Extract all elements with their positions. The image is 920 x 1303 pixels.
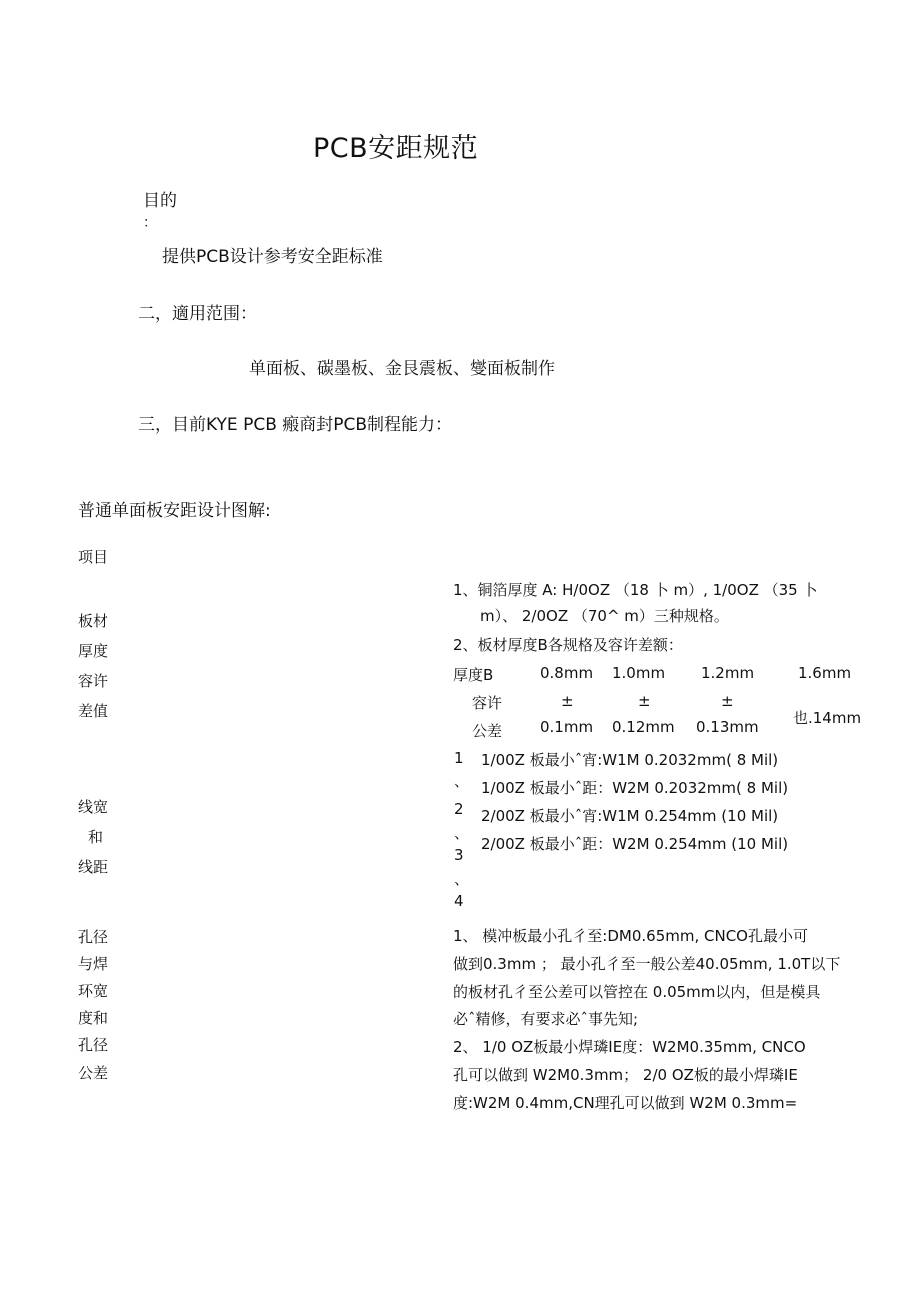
line-number: 4 — [454, 892, 464, 910]
hole-spec-line: 的板材孔彳至公差可以管控在 0.05mm以内，但是模具 — [453, 983, 821, 1001]
line-number: 1 — [454, 749, 464, 767]
row-board-label-3: 容许 — [78, 672, 109, 690]
line-spec-item: 2/00Z 板最小ˆ距：W2M 0.254mm (10 Mil) — [481, 835, 789, 853]
hole-spec-line: 度:W2M 0.4mm,CN理孔可以做到 W2M 0.3mm= — [453, 1094, 798, 1112]
scope-heading: 二，適用范围： — [138, 304, 257, 324]
tolerance-value: 0.13mm — [696, 718, 759, 736]
row-hole-label-3: 环宽 — [78, 982, 109, 1000]
thickness-value: 1.0mm — [612, 664, 666, 682]
tolerance-sign: ± — [561, 692, 574, 710]
tolerance-sign: ± — [638, 692, 651, 710]
hole-spec-line: 1、 模冲板最小孔彳至:DM0.65mm, CNCO孔最小可 — [453, 927, 808, 945]
row-hole-label-1: 孔径 — [78, 928, 109, 946]
thickness-value: 1.6mm — [798, 664, 852, 682]
tolerance-sign: ± — [721, 692, 734, 710]
line-number-separator: 、 — [454, 824, 470, 842]
purpose-text: 提供PCB设计参考安全距标准 — [162, 247, 383, 267]
purpose-colon: ： — [143, 215, 157, 231]
row-board-label-4: 差值 — [78, 702, 109, 720]
line-spec-item: 2/00Z 板最小ˆ宵:W1M 0.254mm (10 Mil) — [481, 807, 779, 825]
line-spec-item: 1/00Z 板最小ˆ距：W2M 0.2032mm( 8 Mil) — [481, 779, 789, 797]
row-board-label-2: 厚度 — [78, 642, 109, 660]
copper-thickness-line-1: 1、铜箔厚度 A: H/0OZ （18 卜 m）, 1/0OZ （35 卜 — [453, 581, 818, 599]
line-number-separator: 、 — [454, 772, 470, 790]
line-number: 2 — [454, 800, 464, 818]
thickness-value: 1.2mm — [701, 664, 755, 682]
tolerance-label-1: 容许 — [472, 694, 503, 712]
row-hole-label-5: 孔径 — [78, 1036, 109, 1054]
copper-thickness-line-2: m）、 2/0OZ （70^ m）三种规格。 — [480, 607, 729, 625]
hole-spec-line: 2、 1/0 OZ板最小焊璘IE度：W2M0.35mm, CNCO — [453, 1038, 806, 1056]
tolerance-value-last: 也.14mm — [793, 709, 862, 727]
thickness-value: 0.8mm — [540, 664, 594, 682]
line-spec-item: 1/00Z 板最小ˆ宵:W1M 0.2032mm( 8 Mil) — [481, 751, 779, 769]
diagram-heading: 普通单面板安距设计图解: — [78, 501, 271, 521]
line-number: 3 — [454, 846, 464, 864]
row-line-label-3: 线距 — [78, 858, 109, 876]
line-number-separator: 、 — [454, 870, 470, 888]
row-line-label-2: 和 — [88, 828, 104, 846]
hole-spec-line: 必ˆ精修，有要求必ˆ事先知; — [453, 1010, 639, 1028]
item-label: 项目 — [78, 548, 109, 566]
page-title: PCB安距规范 — [313, 133, 479, 164]
tolerance-value: 0.1mm — [540, 718, 594, 736]
hole-spec-line: 孔可以做到 W2M0.3mm； 2/0 OZ板的最小焊璘IE — [453, 1066, 798, 1084]
tolerance-value: 0.12mm — [612, 718, 675, 736]
purpose-label: 目的 — [143, 191, 177, 211]
row-hole-label-6: 公差 — [78, 1064, 109, 1082]
hole-spec-line: 做到0.3mm ； 最小孔彳至一般公差40.05mm, 1.0T以下 — [453, 955, 841, 973]
board-thickness-line: 2、板材厚度B各规格及容许差额： — [453, 636, 683, 654]
thickness-label: 厚度B — [453, 666, 494, 684]
row-board-label-1: 板材 — [78, 612, 109, 630]
row-hole-label-4: 度和 — [78, 1009, 109, 1027]
scope-text: 单面板、碳墨板、金艮震板、燮面板制作 — [249, 359, 555, 379]
capability-heading: 三，目前KYE PCB 瘢商封PCB制程能力： — [138, 415, 453, 435]
row-hole-label-2: 与焊 — [78, 955, 109, 973]
row-line-label-1: 线宽 — [78, 798, 109, 816]
tolerance-label-2: 公差 — [472, 722, 503, 740]
